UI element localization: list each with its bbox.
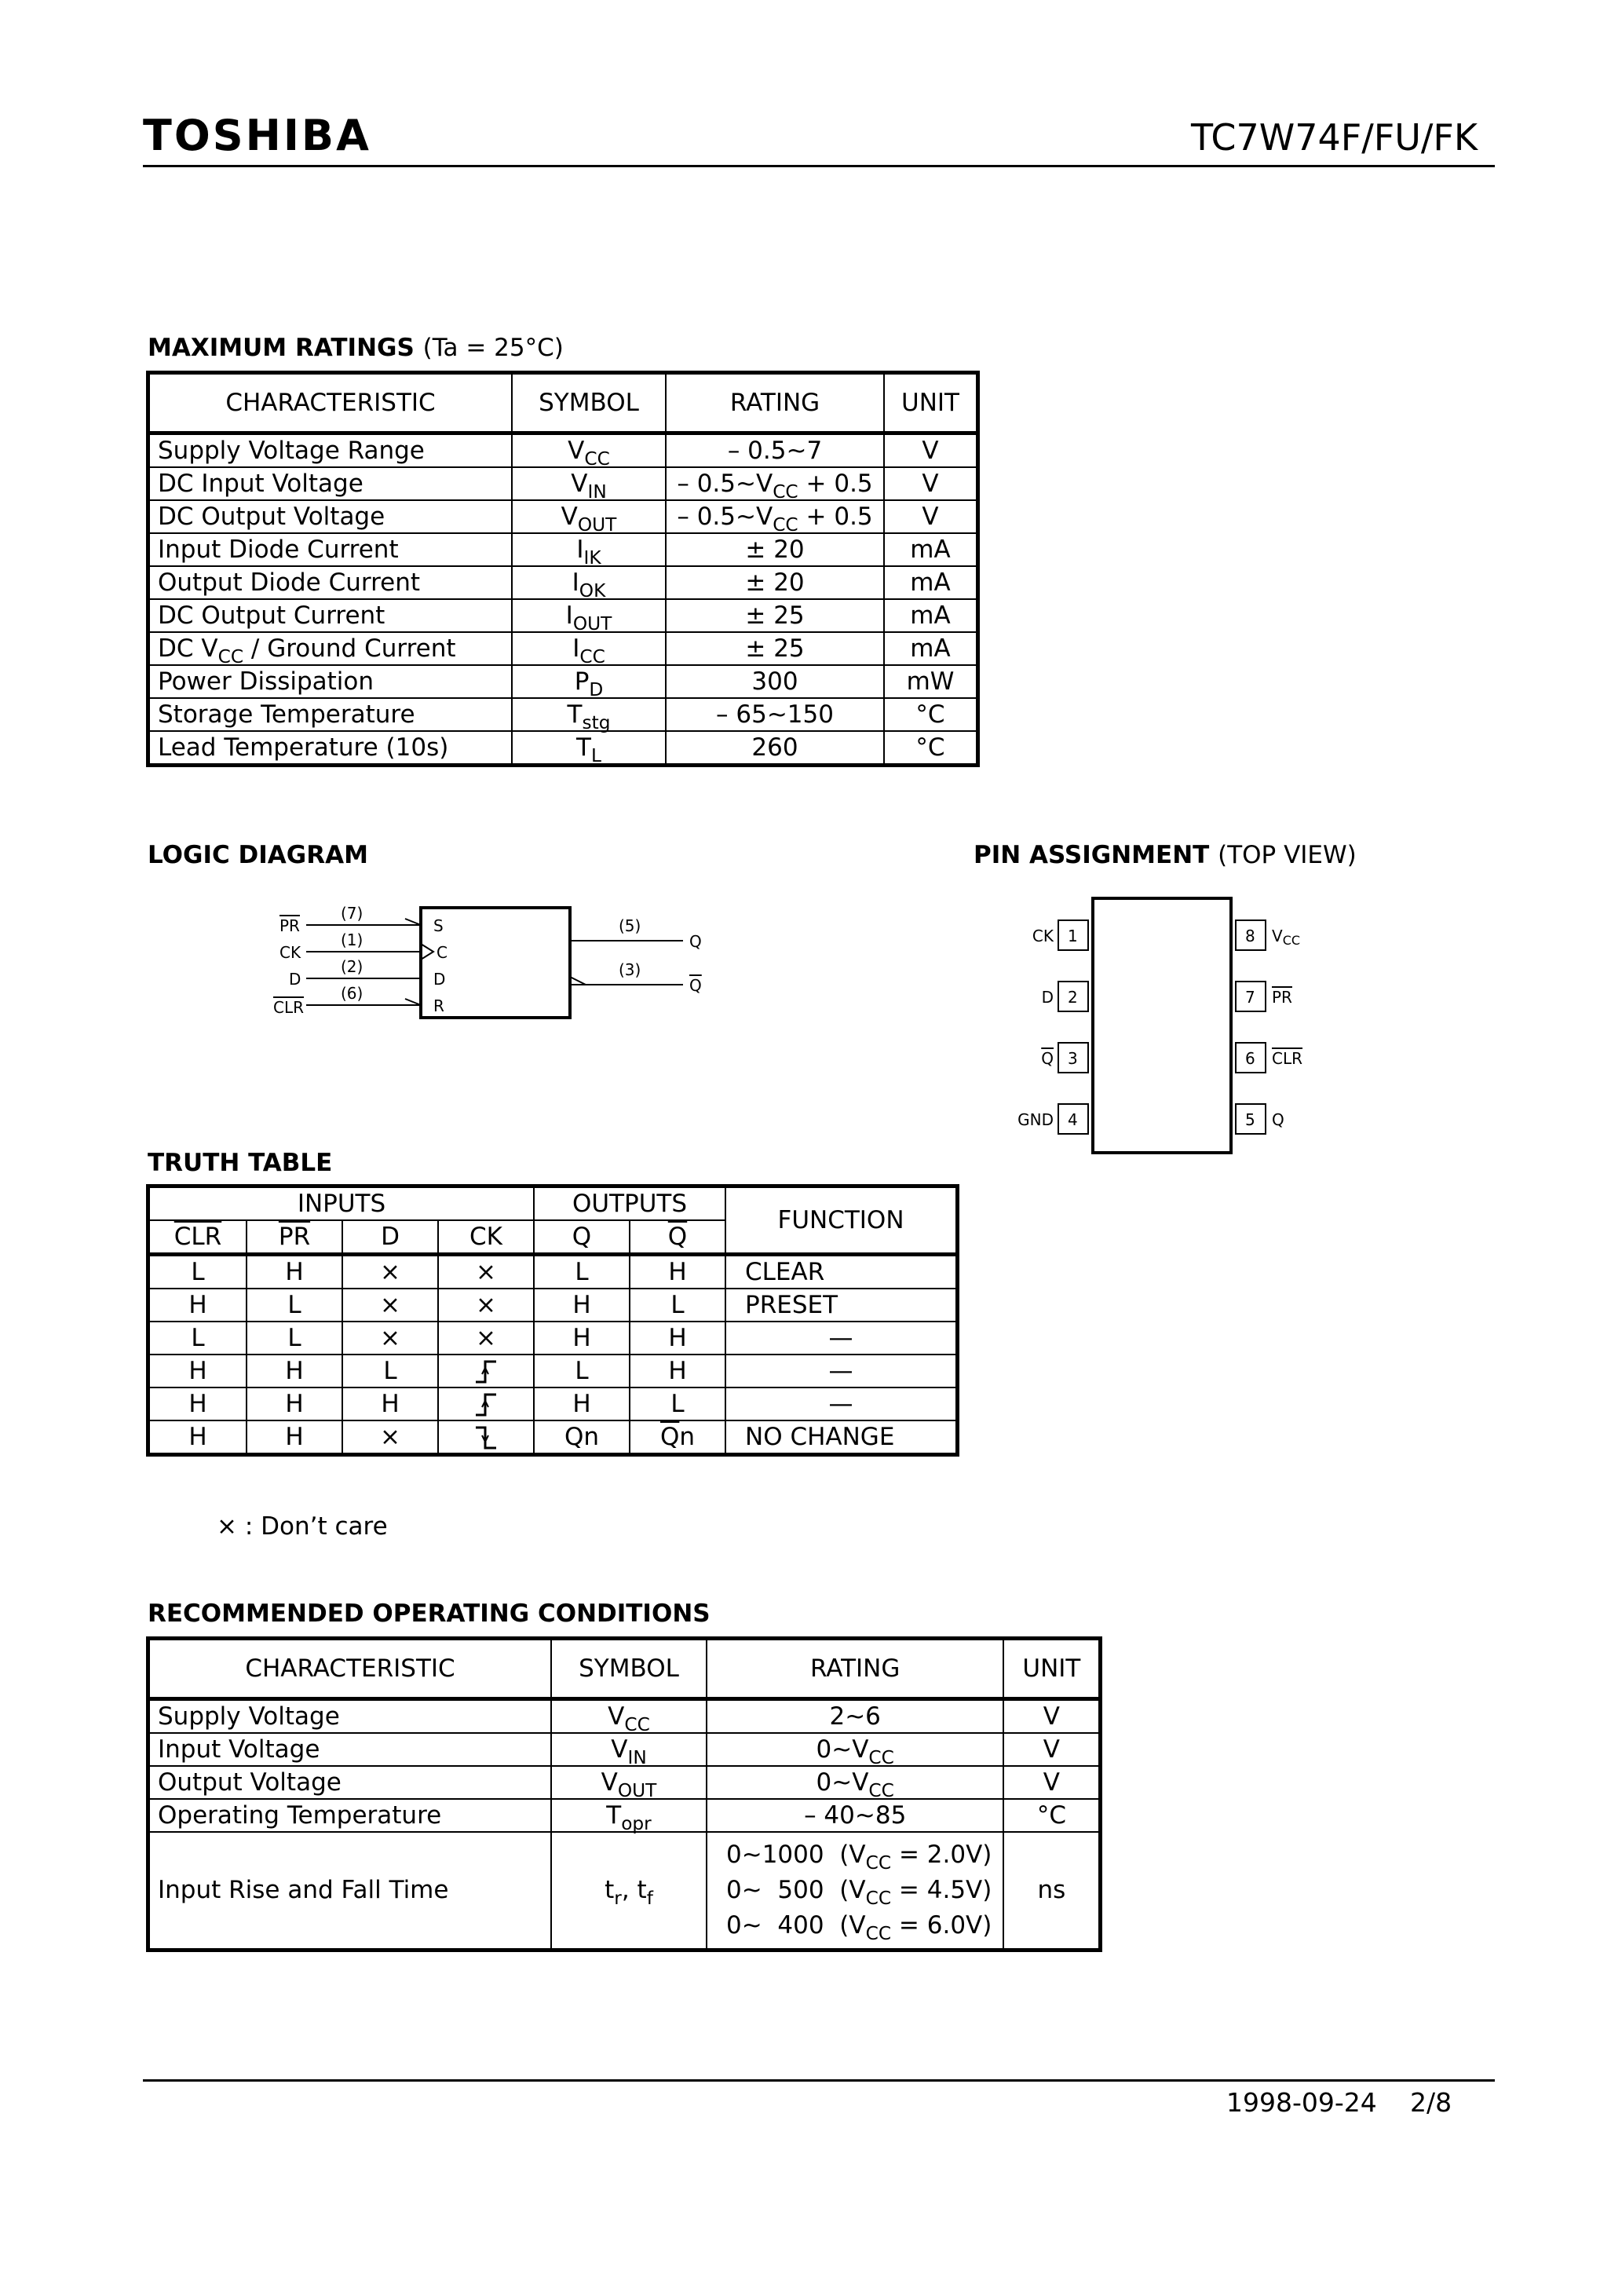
mr-symbol: $V_{CC}$ — [512, 433, 666, 468]
pin-7-label: PR — [1272, 988, 1292, 1007]
rc-symbol: $V_{CC}$ — [551, 1699, 707, 1734]
ld-input-d: D — [289, 970, 301, 989]
truth-table-row — [148, 1255, 958, 1289]
rc-rating: $0\sim V_{CC}$ — [707, 1733, 1003, 1766]
pin-2-num: 2 — [1068, 988, 1078, 1007]
tt-q: H — [534, 1322, 630, 1355]
tt-function: — — [725, 1387, 958, 1420]
tt-ck: × — [438, 1322, 534, 1355]
tt-qbar: $\overline{Q}n$ — [630, 1420, 725, 1455]
mr-rating: – 0.5~7 — [666, 433, 884, 468]
mr-unit: mW — [884, 665, 978, 698]
max-rating-row — [148, 698, 978, 731]
rec-condition-row — [148, 1799, 1101, 1832]
rc-rise-fall-line: 0~ 500 $(V_{CC} = 4.5V)$ — [726, 1875, 992, 1910]
tt-qbar: L — [630, 1387, 725, 1420]
rec-condition-row — [148, 1699, 1101, 1734]
tt-inputs-header: INPUTS — [148, 1186, 535, 1221]
max-rating-row — [148, 467, 978, 500]
tt-function: — — [725, 1322, 958, 1355]
tt-d: × — [342, 1255, 438, 1289]
tt-col-pr: $\overline{PR}$ — [278, 1222, 311, 1251]
max-rating-row — [148, 665, 978, 698]
mr-unit: mA — [884, 632, 978, 665]
ld-pin-6: (6) — [341, 984, 363, 1003]
mr-char: DC $V_{CC}$ / Ground Current — [148, 632, 513, 665]
rc-rating: – 40~85 — [707, 1799, 1003, 1832]
tt-col-ck: CK — [438, 1220, 534, 1255]
ld-output-qbar: Q — [689, 976, 702, 995]
mr-rating: 260 — [666, 731, 884, 766]
pin-3-label: Q — [1041, 1049, 1054, 1068]
mr-symbol: $T_{stg}$ — [512, 698, 666, 731]
tt-ck — [438, 1420, 534, 1455]
mr-char: DC Output Current — [148, 599, 513, 632]
footer-page: 2/8 — [1410, 2087, 1452, 2118]
tt-d: × — [342, 1289, 438, 1322]
falling-edge-icon — [474, 1424, 498, 1451]
max-rating-row — [148, 599, 978, 632]
tt-pr: L — [247, 1289, 342, 1322]
mr-char: Output Diode Current — [148, 566, 513, 599]
ld-pin-5: (5) — [619, 916, 641, 935]
tt-q: H — [534, 1289, 630, 1322]
footer-rule — [143, 2079, 1495, 2082]
tt-ck — [438, 1387, 534, 1420]
part-number: TC7W74F/FU/FK — [1190, 116, 1478, 159]
tt-qbar: H — [630, 1355, 725, 1387]
tt-qbar: L — [630, 1289, 725, 1322]
tt-pr: H — [247, 1387, 342, 1420]
pin-4-num: 4 — [1068, 1110, 1078, 1129]
rc-symbol: $V_{OUT}$ — [551, 1766, 707, 1799]
ld-pin-7: (7) — [341, 904, 363, 923]
ld-port-c: C — [437, 943, 448, 962]
dont-care-note: × : Don’t care — [217, 1512, 388, 1541]
ld-pin-1: (1) — [341, 930, 363, 949]
truth-table — [146, 1184, 959, 1457]
col-rating: RATING — [666, 373, 884, 433]
tt-outputs-header: OUTPUTS — [534, 1186, 725, 1221]
pin-6-num: 6 — [1245, 1049, 1255, 1068]
mr-unit: °C — [884, 731, 978, 766]
tt-ck: × — [438, 1255, 534, 1289]
rec-conditions-title: RECOMMENDED OPERATING CONDITIONS — [148, 1600, 711, 1628]
rc-unit: V — [1003, 1766, 1101, 1799]
tt-function: NO CHANGE — [725, 1420, 958, 1455]
tt-q: L — [534, 1255, 630, 1289]
pin-8-num: 8 — [1245, 927, 1255, 945]
rising-edge-icon — [474, 1358, 498, 1385]
col-symbol: SYMBOL — [512, 373, 666, 433]
max-rating-row — [148, 533, 978, 566]
mr-unit: V — [884, 433, 978, 468]
pin-4-label: GND — [1017, 1110, 1054, 1129]
footer-date: 1998-09-24 — [1226, 2087, 1377, 2118]
tt-d: × — [342, 1322, 438, 1355]
rc-char: Operating Temperature — [148, 1799, 552, 1832]
rc-rating: 2~6 — [707, 1699, 1003, 1734]
mr-unit: °C — [884, 698, 978, 731]
ld-pin-2: (2) — [341, 957, 363, 976]
tt-pr: L — [247, 1322, 342, 1355]
rc-rise-fall-ratings — [707, 1832, 1003, 1950]
mr-symbol: $I_{CC}$ — [512, 632, 666, 665]
mr-rating: ± 25 — [666, 632, 884, 665]
logic-diagram-title: LOGIC DIAGRAM — [148, 841, 368, 869]
mr-rating: – 65~150 — [666, 698, 884, 731]
mr-char: Supply Voltage Range — [148, 433, 513, 468]
tt-d: H — [342, 1387, 438, 1420]
tt-clr: H — [148, 1387, 247, 1420]
tt-qbar: H — [630, 1255, 725, 1289]
ld-input-clr: CLR — [273, 998, 305, 1017]
truth-table-row — [148, 1387, 958, 1420]
tt-d: L — [342, 1355, 438, 1387]
rc-char: Supply Voltage — [148, 1699, 552, 1734]
tt-col-d: D — [342, 1220, 438, 1255]
rc-rise-fall-symbol: $t_r$, $t_f$ — [551, 1832, 707, 1950]
mr-symbol: $V_{IN}$ — [512, 467, 666, 500]
rc-rating: $0\sim V_{CC}$ — [707, 1766, 1003, 1799]
mr-symbol: $I_{IK}$ — [512, 533, 666, 566]
tt-function: — — [725, 1355, 958, 1387]
logic-diagram — [259, 887, 730, 1029]
tt-ck: × — [438, 1289, 534, 1322]
tt-clr: H — [148, 1355, 247, 1387]
mr-unit: V — [884, 467, 978, 500]
header-rule — [143, 165, 1495, 167]
mr-rating: ± 20 — [666, 533, 884, 566]
rc-char: Input Voltage — [148, 1733, 552, 1766]
ld-pin-3: (3) — [619, 960, 641, 979]
rc-symbol: $V_{IN}$ — [551, 1733, 707, 1766]
pin-7-num: 7 — [1245, 988, 1255, 1007]
rc-col-characteristic: CHARACTERISTIC — [148, 1639, 552, 1699]
ld-input-ck: CK — [279, 943, 301, 962]
tt-d: × — [342, 1420, 438, 1455]
tt-clr: L — [148, 1322, 247, 1355]
rec-conditions-table — [146, 1636, 1102, 1952]
pin-5-label: Q — [1272, 1110, 1284, 1129]
pin-assignment-title: PIN ASSIGNMENT (TOP VIEW) — [974, 841, 1357, 869]
tt-col-qbar: $\overline{Q}$ — [667, 1222, 688, 1251]
mr-char: Lead Temperature (10s) — [148, 731, 513, 766]
tt-pr: H — [247, 1255, 342, 1289]
col-characteristic: CHARACTERISTIC — [148, 373, 513, 433]
tt-clr: H — [148, 1289, 247, 1322]
mr-symbol: $V_{OUT}$ — [512, 500, 666, 533]
tt-clr: H — [148, 1420, 247, 1455]
rc-unit: °C — [1003, 1799, 1101, 1832]
rc-rise-fall-line: 0~ 400 $(V_{CC} = 6.0V)$ — [726, 1910, 992, 1944]
mr-char: DC Output Voltage — [148, 500, 513, 533]
pin-1-num: 1 — [1068, 927, 1078, 945]
rc-rise-fall-line: 0~1000 $(V_{CC} = 2.0V)$ — [726, 1841, 992, 1874]
mr-char: Storage Temperature — [148, 698, 513, 731]
max-ratings-table — [146, 371, 980, 767]
mr-symbol: $I_{OUT}$ — [512, 599, 666, 632]
max-rating-row — [148, 433, 978, 468]
ld-port-d: D — [433, 970, 446, 989]
mr-rating: ± 25 — [666, 599, 884, 632]
pin-1-label: CK — [1032, 927, 1054, 945]
max-rating-row — [148, 632, 978, 665]
rc-unit: V — [1003, 1699, 1101, 1734]
tt-pr: H — [247, 1355, 342, 1387]
rising-edge-icon — [474, 1391, 498, 1418]
rc-col-unit: UNIT — [1003, 1639, 1101, 1699]
truth-table-title: TRUTH TABLE — [148, 1149, 333, 1177]
ld-port-s: S — [433, 916, 444, 935]
mr-rating: 300 — [666, 665, 884, 698]
rec-condition-row — [148, 1733, 1101, 1766]
truth-table-row — [148, 1289, 958, 1322]
pin-2-label: D — [1041, 988, 1054, 1007]
mr-symbol: $I_{OK}$ — [512, 566, 666, 599]
mr-char: Input Diode Current — [148, 533, 513, 566]
col-unit: UNIT — [884, 373, 978, 433]
mr-rating: ± 20 — [666, 566, 884, 599]
max-rating-row — [148, 566, 978, 599]
pin-5-num: 5 — [1245, 1110, 1255, 1129]
mr-unit: V — [884, 500, 978, 533]
rc-char: Output Voltage — [148, 1766, 552, 1799]
mr-char: Power Dissipation — [148, 665, 513, 698]
tt-col-q: Q — [534, 1220, 630, 1255]
tt-q: Qn — [534, 1420, 630, 1455]
pin-assignment-diagram — [997, 887, 1327, 1170]
tt-q: L — [534, 1355, 630, 1387]
mr-rating: – $0.5\sim V_{CC} + 0.5$ — [666, 500, 884, 533]
ld-input-pr: PR — [279, 916, 300, 935]
rc-rise-fall-char: Input Rise and Fall Time — [148, 1832, 552, 1950]
ld-output-q: Q — [689, 932, 702, 951]
tt-clr: L — [148, 1255, 247, 1289]
pin-3-num: 3 — [1068, 1049, 1078, 1068]
truth-table-row — [148, 1355, 958, 1387]
mr-unit: mA — [884, 599, 978, 632]
tt-q: H — [534, 1387, 630, 1420]
rc-symbol: $T_{opr}$ — [551, 1799, 707, 1832]
ld-port-r: R — [433, 996, 444, 1015]
rec-condition-row — [148, 1766, 1101, 1799]
mr-symbol: $T_L$ — [512, 731, 666, 766]
max-rating-row — [148, 731, 978, 766]
tt-col-clr: $\overline{CLR}$ — [174, 1222, 222, 1251]
max-rating-row — [148, 500, 978, 533]
tt-pr: H — [247, 1420, 342, 1455]
tt-qbar: H — [630, 1322, 725, 1355]
mr-rating: – $0.5\sim V_{CC} + 0.5$ — [666, 467, 884, 500]
mr-char: DC Input Voltage — [148, 467, 513, 500]
tt-function: PRESET — [725, 1289, 958, 1322]
brand-logo: TOSHIBA — [143, 111, 371, 160]
mr-unit: mA — [884, 533, 978, 566]
tt-function: CLEAR — [725, 1255, 958, 1289]
mr-unit: mA — [884, 566, 978, 599]
truth-table-row — [148, 1322, 958, 1355]
pin-6-label: CLR — [1272, 1049, 1303, 1068]
rc-unit: V — [1003, 1733, 1101, 1766]
tt-function-header: FUNCTION — [725, 1186, 958, 1255]
max-ratings-title: MAXIMUM RATINGS (Ta = 25°C) — [148, 334, 564, 362]
truth-table-row — [148, 1420, 958, 1455]
rc-rise-fall-unit: ns — [1003, 1832, 1101, 1950]
pin-8-label: $V_{CC}$ — [1272, 927, 1301, 948]
rc-col-rating: RATING — [707, 1639, 1003, 1699]
tt-ck — [438, 1355, 534, 1387]
rc-col-symbol: SYMBOL — [551, 1639, 707, 1699]
mr-symbol: $P_D$ — [512, 665, 666, 698]
ic-package — [1093, 898, 1231, 1153]
